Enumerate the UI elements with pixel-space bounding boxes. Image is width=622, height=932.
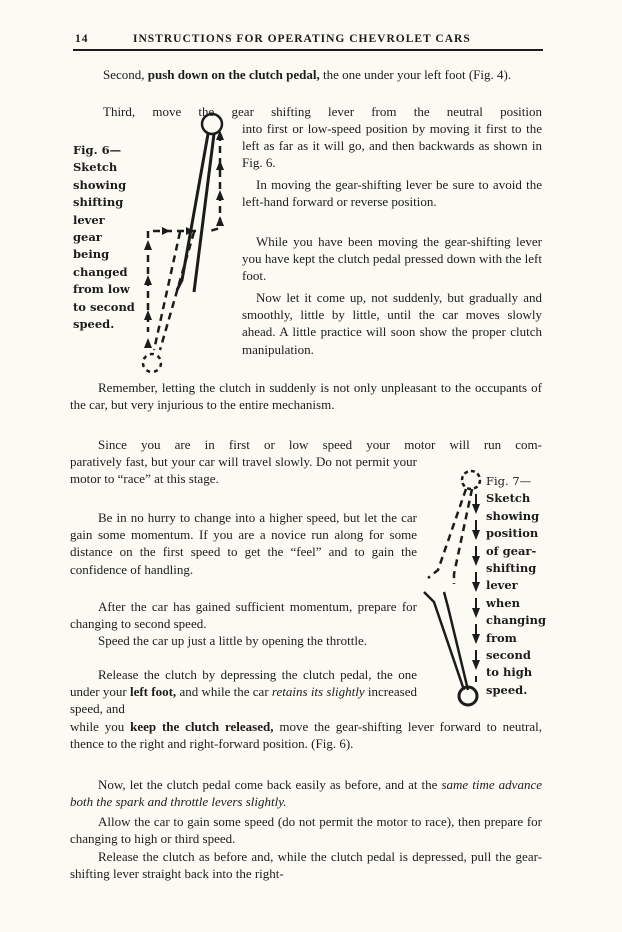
caption-line: lever — [73, 212, 105, 227]
bold-text: push down on the clutch pedal, — [147, 67, 320, 82]
fig7-gear-shift-sketch — [420, 462, 488, 712]
caption-line: showing — [486, 508, 540, 523]
caption-line: lever — [486, 578, 518, 593]
paragraph-speed-up: Speed the car up just a little by opening the throttle. — [98, 633, 367, 648]
caption-line: when — [486, 595, 520, 610]
paragraph-third-first-line: Third, move the gear shifting lever from the neutral position — [103, 104, 542, 119]
paragraph-since-first-line: Since you are in first or low speed your motor will run com- — [98, 437, 542, 452]
page-number: 14 — [75, 33, 89, 45]
paragraph-keep-released — [70, 718, 542, 752]
caption-line: position — [486, 526, 539, 541]
caption-line: from — [486, 630, 517, 645]
paragraph-no-hurry: Be in no hurry to change into a higher speed, but let the car gain some momentum. If you are a novice run along for some distance on the first speed to get the “feel” and to gain the confidence of handling. — [70, 510, 417, 577]
caption-line: speed. — [486, 682, 528, 697]
caption-line: second — [486, 648, 531, 663]
text: move the gear-shifting lever forward to neutral, thence to the right and right-forward position. (Fig. 6). — [70, 719, 542, 752]
caption-line: to high — [486, 665, 533, 680]
caption-line: gear — [73, 230, 102, 245]
paragraph-clutch-held: While you have been moving the gear-shifting lever you have kept the clutch pedal pressed down with the left foot. — [242, 234, 542, 284]
caption-line: showing — [73, 177, 127, 192]
text: Second, — [103, 67, 148, 82]
caption-line: changing — [486, 613, 546, 628]
running-title: INSTRUCTIONS FOR OPERATING CHEVROLET CARS — [133, 33, 471, 45]
caption-line: of gear- — [486, 543, 537, 558]
header-rule — [73, 49, 543, 51]
fig6-gear-shift-sketch — [140, 100, 240, 380]
caption-line: speed. — [73, 317, 115, 332]
bold-text: left foot, — [129, 684, 177, 700]
paragraph-release-again: Release the clutch as before and, while the clutch pedal is depressed, pull the gear-shifting lever straight back into the right- — [70, 849, 542, 882]
caption-line: changed — [73, 264, 128, 279]
paragraph-third-rest: into first or low-speed position by moving it first to the left as far as it will go, and then backwards as shown in Fig. 6. — [242, 121, 542, 171]
paragraph-momentum: After the car has gained sufficient momentum, prepare for changing to second speed. — [70, 599, 417, 632]
text: Release the clutch by depressing the clutch pedal, the one under your — [70, 667, 417, 700]
caption-line: shifting — [73, 195, 124, 210]
paragraph-gain-speed: Allow the car to gain some speed (do not permit the motor to race), then prepare for changing to high or third speed. — [70, 814, 542, 847]
paragraph-release-clutch — [70, 666, 417, 718]
caption-line: Fig. 7— — [486, 474, 532, 488]
paragraph-remember: Remember, letting the clutch in suddenly is not only unpleasant to the occupants of the car, but very injurious to the entire mechanism. — [70, 380, 542, 413]
caption-line: to second — [73, 299, 135, 314]
caption-line: Sketch — [73, 160, 118, 175]
italic-text: retains its slightly — [271, 684, 365, 700]
caption-line: being — [73, 247, 110, 262]
paragraph-let-up: Now let it come up, not suddenly, but gradually and smoothly, little by little, until the car moves slowly ahead. A little practice will soon show the proper clutch manipulation. — [242, 290, 542, 357]
italic-text: same time advance both the spark and throttle levers slightly. — [70, 777, 542, 810]
paragraph-since-rest: paratively fast, but your car will travel slowly. Do not permit your motor to “race” at this stage. — [70, 454, 417, 487]
caption-line: shifting — [486, 561, 537, 576]
text: the one under your left foot (Fig. 4). — [319, 67, 512, 82]
bold-text: keep the clutch released, — [130, 719, 274, 734]
caption-line: Sketch — [486, 491, 531, 506]
text: while you — [70, 719, 131, 734]
fig7-caption — [486, 473, 546, 699]
paragraph-advance-levers — [70, 776, 542, 810]
paragraph-clutch-push — [75, 66, 542, 83]
text: increased speed, and — [70, 684, 417, 717]
fig6-caption — [73, 142, 143, 333]
paragraph-avoid-reverse: In moving the gear-shifting lever be sure to avoid the left-hand forward or reverse position. — [242, 177, 542, 210]
caption-line: Fig. 6— — [73, 143, 122, 157]
caption-line: from low — [73, 282, 130, 297]
text: and while the car — [176, 684, 272, 700]
text: Now, let the clutch pedal come back easily as before, and at the — [98, 777, 442, 792]
